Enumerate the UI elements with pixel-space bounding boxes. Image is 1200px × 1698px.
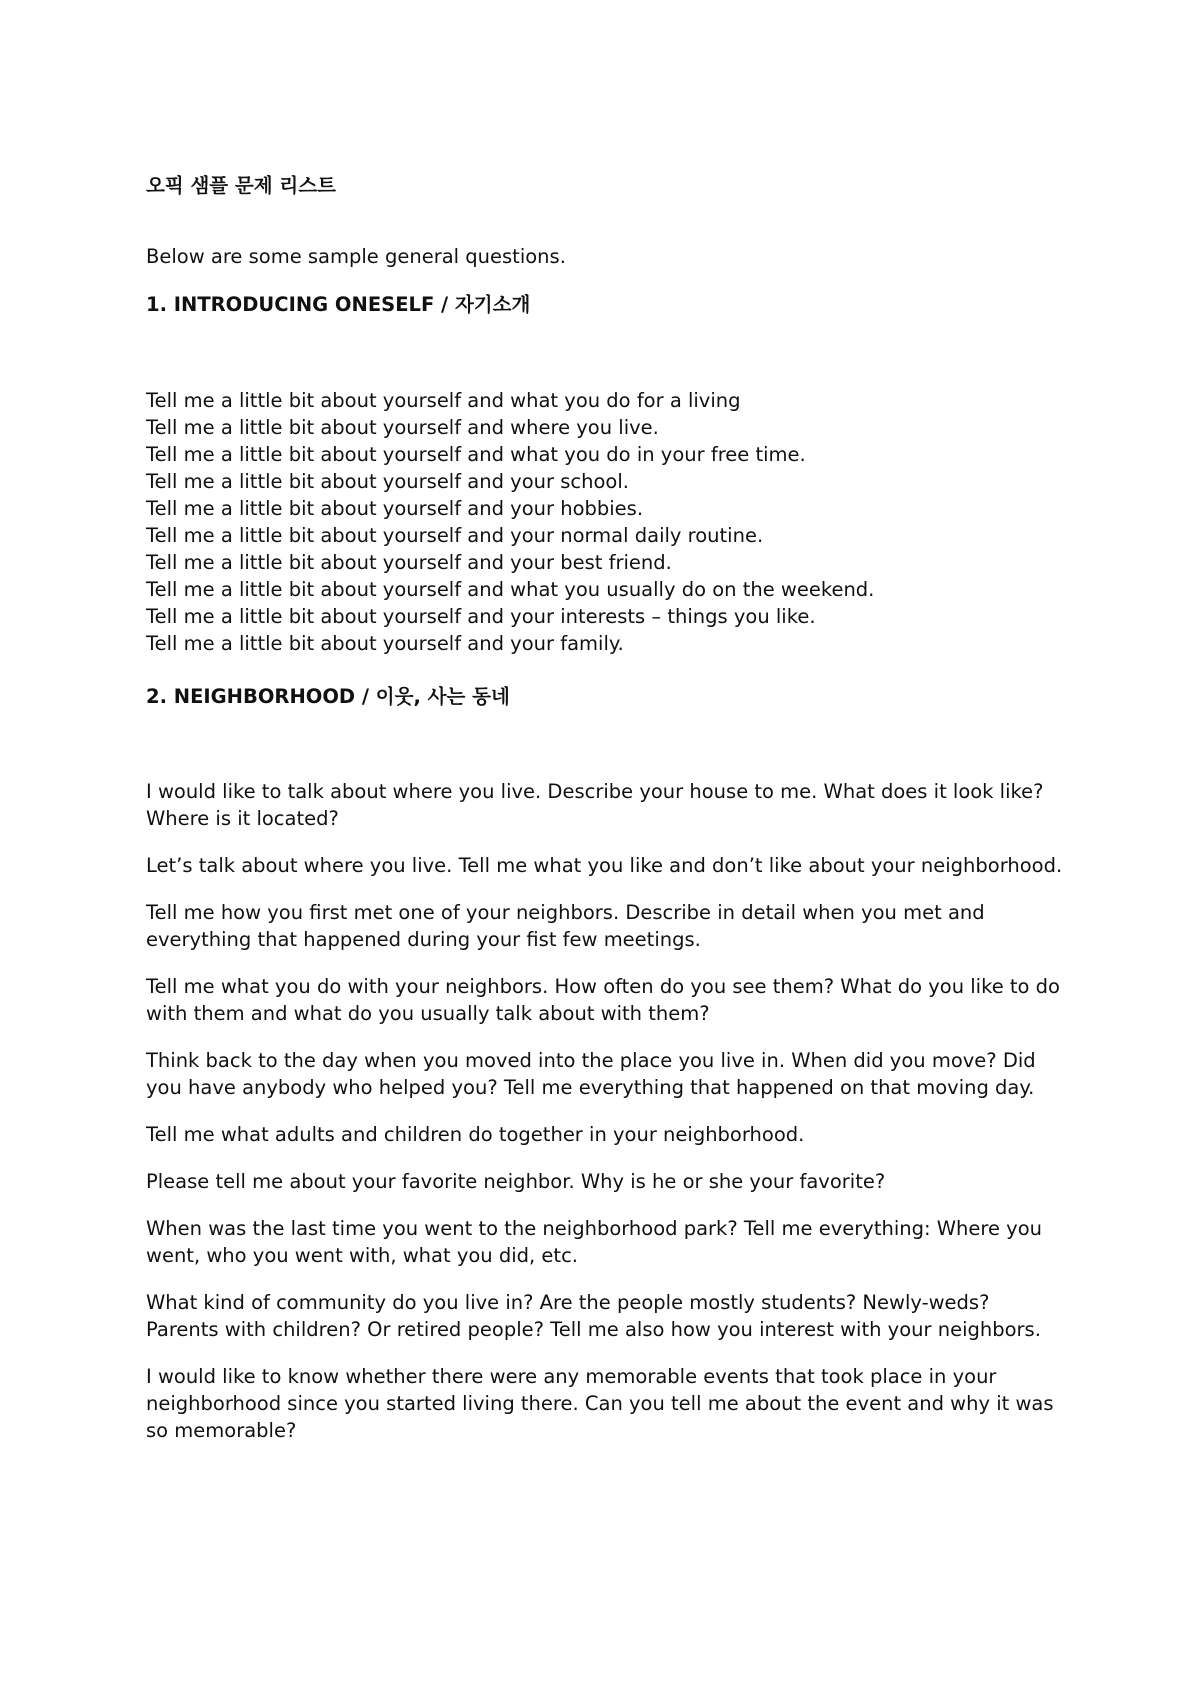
question-paragraph: Let’s talk about where you live. Tell me what you like and don’t like about your neighborhood. [146, 854, 1063, 877]
list-item: Tell me a little bit about yourself and your best friend. [146, 551, 672, 574]
list-item: Tell me a little bit about yourself and your family. [146, 632, 624, 655]
question-paragraph: What kind of community do you live in? Are the people mostly students? Newly-weds? Parents with children? Or retired people? Tell me also how you interest with your neighbors. [146, 1291, 1041, 1341]
document-title: 오픽 샘플 문제 리스트 [146, 174, 336, 197]
question-paragraph: Please tell me about your favorite neighbor. Why is he or she your favorite? [146, 1170, 886, 1193]
introducing-oneself-question-list [146, 387, 1066, 657]
question-paragraph: When was the last time you went to the neighborhood park? Tell me everything: Where you went, who you went with, what you did, etc. [146, 1217, 1042, 1267]
question-paragraph: Tell me what you do with your neighbors. How often do you see them? What do you like to do with them and what do you usually talk about with them? [146, 975, 1060, 1025]
intro-text: Below are some sample general questions. [146, 245, 566, 268]
question-paragraph: Tell me how you first met one of your neighbors. Describe in detail when you met and everything that happened during your fist few meetings. [146, 901, 985, 951]
list-item: Tell me a little bit about yourself and what you do in your free time. [146, 443, 806, 466]
neighborhood-question-list [146, 778, 1066, 1444]
list-item: Tell me a little bit about yourself and your hobbies. [146, 497, 644, 520]
section-heading-introducing-oneself: 1. INTRODUCING ONESELF / 자기소개 [146, 293, 531, 316]
question-paragraph: I would like to talk about where you live. Describe your house to me. What does it look like? Where is it located? [146, 780, 1044, 830]
list-item: Tell me a little bit about yourself and your normal daily routine. [146, 524, 764, 547]
question-paragraph: I would like to know whether there were any memorable events that took place in your neighborhood since you started living there. Can you tell me about the event and why it was so memorable? [146, 1365, 1054, 1442]
list-item: Tell me a little bit about yourself and where you live. [146, 416, 659, 439]
question-paragraph: Tell me what adults and children do together in your neighborhood. [146, 1123, 805, 1146]
section-heading-neighborhood: 2. NEIGHBORHOOD / 이웃, 사는 동네 [146, 685, 510, 708]
document-page [146, 170, 1066, 1464]
question-paragraph: Think back to the day when you moved into the place you live in. When did you move? Did you have anybody who helped you? Tell me everything that happened on that moving day. [146, 1049, 1036, 1099]
list-item: Tell me a little bit about yourself and your interests – things you like. [146, 605, 816, 628]
list-item: Tell me a little bit about yourself and your school. [146, 470, 629, 493]
list-item: Tell me a little bit about yourself and what you do for a living [146, 389, 741, 412]
list-item: Tell me a little bit about yourself and what you usually do on the weekend. [146, 578, 875, 601]
